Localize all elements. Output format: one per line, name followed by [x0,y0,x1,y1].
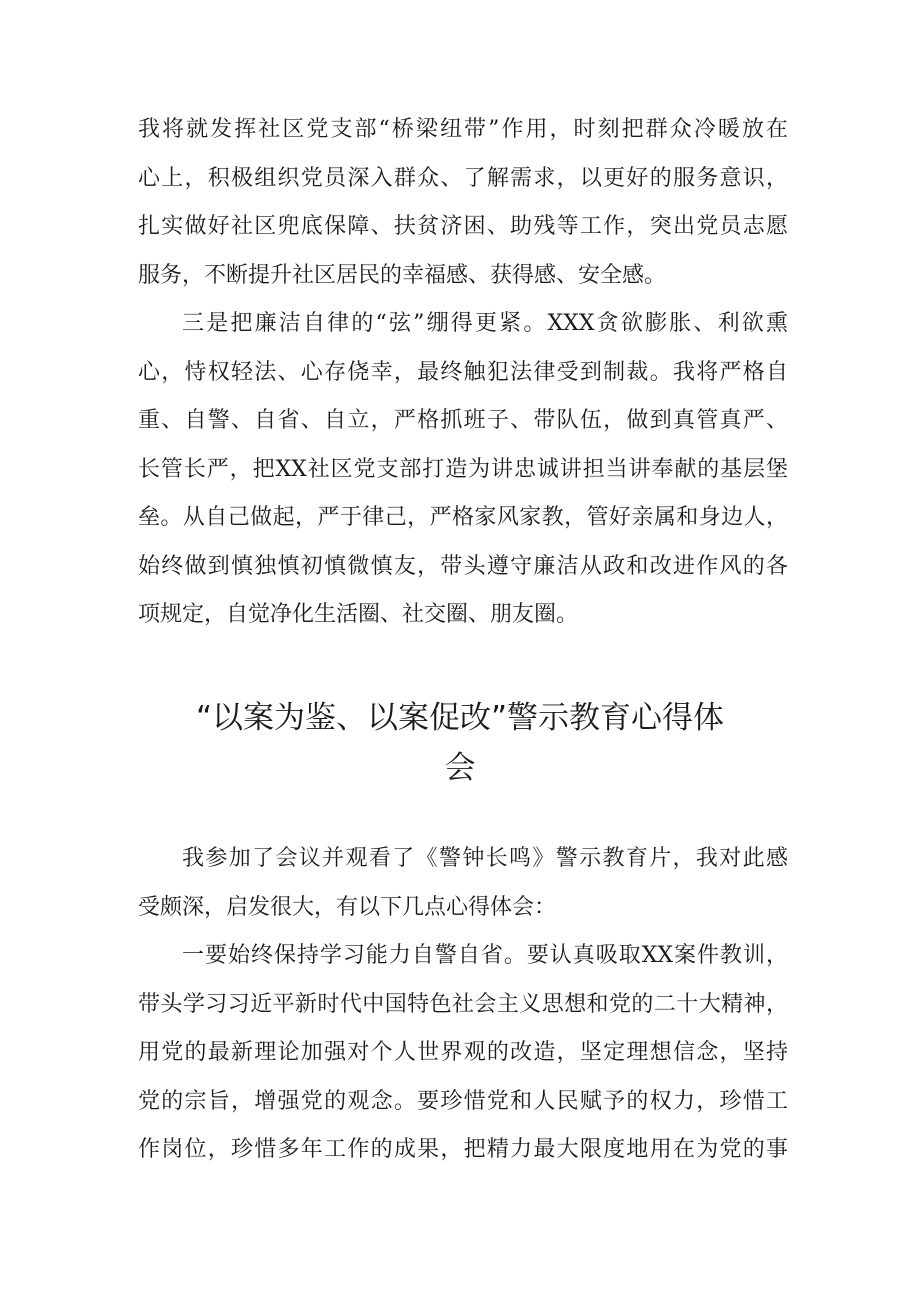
text-line: 重、自警、自省、自立，严格抓班子、带队伍，做到真管真严、 [138,408,788,433]
text-line: 垒。从自己做起，严于律己，严格家风家教，管好亲属和身边人， [138,505,788,530]
text-line: 一要始终保持学习能力自警自省。要认真吸取XX案件教训， [182,943,788,968]
text-line: 我参加了会议并观看了《警钟长鸣》警示教育片，我对此感 [182,846,788,871]
title-line: 会 [444,750,476,786]
text-line: 三是把廉洁自律的“弦”绷得更紧。XXX贪欲膨胀、利欲熏 [182,311,788,336]
text-line: 长管长严，把XX社区党支部打造为讲忠诚讲担当讲奉献的基层堡 [138,456,788,482]
third-point-paragraph [138,300,788,640]
title-line: “以案为鉴、以案促改”警示教育心得体 [195,700,725,736]
first-point-paragraph [138,932,788,1175]
text-line: 项规定，自觉净化生活圈、社交圈、朋友圈。 [138,602,579,627]
text-line: 带头学习习近平新时代中国特色社会主义思想和党的二十大精神， [138,991,788,1017]
text-line: 心上，积极组织党员深入群众、了解需求，以更好的服务意识， [138,165,788,191]
top-paragraph [138,106,788,300]
text-line: 作岗位，珍惜多年工作的成果，把精力最大限度地用在为党的事 [138,1137,788,1162]
text-line: 扎实做好社区兜底保障、扶贫济困、助残等工作，突出党员志愿 [138,214,788,239]
intro-paragraph [138,835,788,932]
text-line: 始终做到慎独慎初慎微慎友，带头遵守廉洁从政和改进作风的各 [138,553,788,579]
text-line: 受颇深，启发很大，有以下几点心得体会： [138,894,557,920]
text-line: 心，恃权轻法、心存侥幸，最终触犯法律受到制裁。我将严格自 [138,359,788,385]
text-line: 党的宗旨，增强党的观念。要珍惜党和人民赋予的权力，珍惜工 [138,1088,788,1114]
text-line: 用党的最新理论加强对个人世界观的改造，坚定理想信念，坚持 [138,1040,788,1065]
text-line: 服务，不断提升社区居民的幸福感、获得感、安全感。 [138,262,667,288]
text-line: 我将就发挥社区党支部“桥梁纽带”作用，时刻把群众冷暖放在 [138,117,788,142]
page-title [100,693,820,793]
